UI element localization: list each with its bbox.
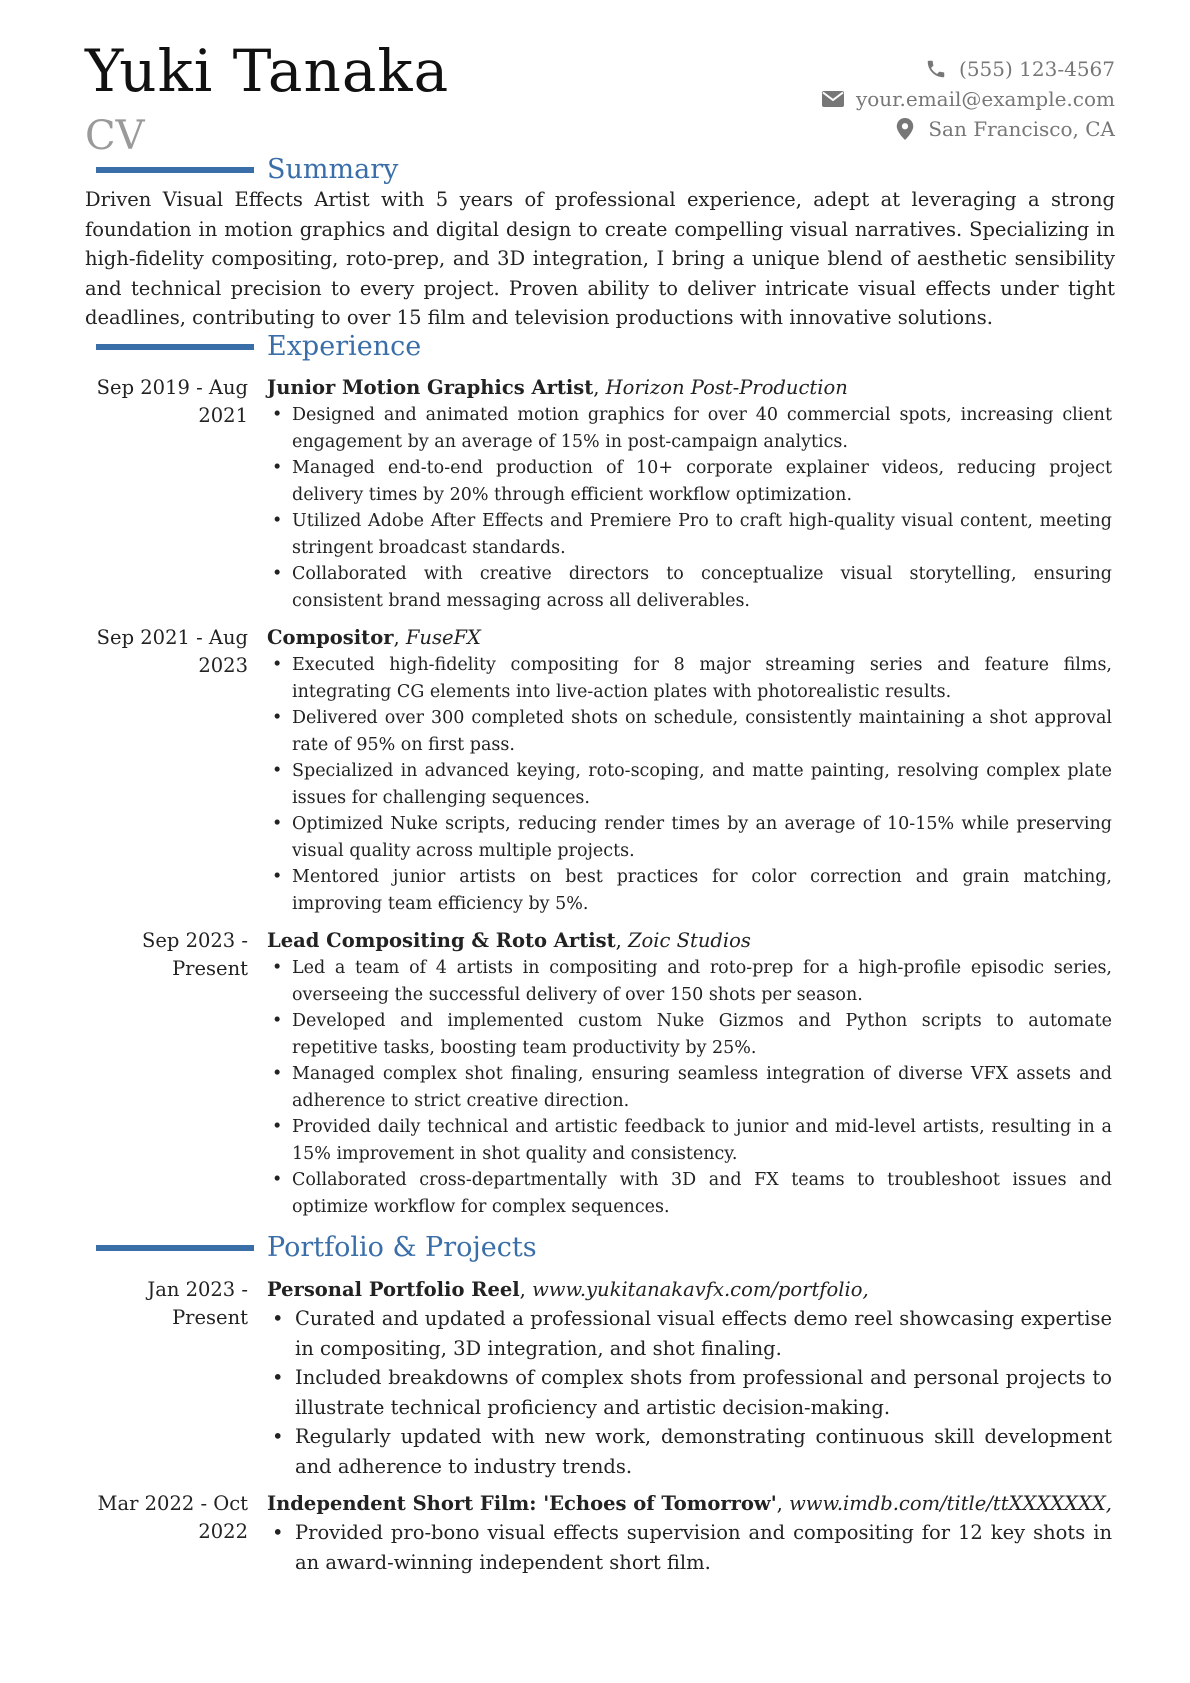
portfolio-link[interactable]: www.yukitanakavfx.com/portfolio, — [532, 1278, 869, 1301]
list-item: • Developed and implemented custom Nuke Gizmos and Python scripts to automate repetitive tasks, boosting team productivity by 25%. — [267, 1008, 1112, 1061]
entry-role: Personal Portfolio Reel — [267, 1278, 520, 1301]
entry-date: Mar 2022 - Oct 2022 — [97, 1492, 248, 1543]
entry-date: Sep 2021 - Aug 2023 — [96, 626, 248, 677]
entry-organization: Horizon Post-Production — [605, 376, 848, 399]
entry-bullets — [267, 1518, 1112, 1577]
entry-bullets — [267, 955, 1112, 1220]
portfolio-link[interactable]: www.imdb.com/title/ttXXXXXXX, — [789, 1492, 1112, 1515]
list-item: • Mentored junior artists on best practices for color correction and grain matching, improving team efficiency by 5%. — [267, 864, 1112, 917]
phone-icon — [923, 58, 949, 80]
experience-section-header — [0, 333, 1190, 367]
list-item: • Led a team of 4 artists in compositing and roto-prep for a high-profile episodic series, overseeing the successful delivery of over 150 shots per season. — [267, 955, 1112, 1008]
entry-heading: Junior Motion Graphics Artist, Horizon Post-Production — [267, 376, 848, 399]
section-rule — [96, 1245, 254, 1251]
entry-date: Jan 2023 - Present — [147, 1278, 248, 1329]
envelope-icon — [820, 88, 846, 110]
entry-role: Independent Short Film: 'Echoes of Tomorrow' — [267, 1492, 777, 1515]
portfolio-section-header — [0, 1234, 1190, 1268]
document-label: CV — [85, 113, 145, 159]
entry-date: Sep 2023 - Present — [142, 929, 248, 980]
contact-email — [820, 84, 1115, 114]
entry-heading: Personal Portfolio Reel, www.yukitanakavfx.com/portfolio, — [267, 1278, 869, 1301]
summary-title: Summary — [267, 154, 399, 185]
list-item: • Utilized Adobe After Effects and Premiere Pro to craft high-quality visual content, meeting stringent broadcast standards. — [267, 508, 1112, 561]
section-rule — [96, 344, 254, 350]
experience-title: Experience — [267, 331, 422, 362]
list-item: • Managed complex shot finaling, ensuring seamless integration of diverse VFX assets and adherence to strict creative direction. — [267, 1061, 1112, 1114]
list-item: • Collaborated with creative directors to conceptualize visual storytelling, ensuring consistent brand messaging across all deliverables. — [267, 561, 1112, 614]
entry-body — [267, 374, 1112, 614]
entry-role: Compositor — [267, 626, 394, 649]
list-item: • Regularly updated with new work, demonstrating continuous skill development and adherence to industry trends. — [267, 1422, 1112, 1481]
entry-heading: Independent Short Film: 'Echoes of Tomorrow', www.imdb.com/title/ttXXXXXXX, — [267, 1492, 1112, 1515]
entry-body — [267, 1276, 1112, 1481]
list-item: • Delivered over 300 completed shots on schedule, consistently maintaining a shot approval rate of 95% on first pass. — [267, 705, 1112, 758]
summary-text: Driven Visual Effects Artist with 5 years of professional experience, adept at leveraging a strong foundation in motion graphics and digital design to create compelling visual narratives. Specializing in high-fidelity compositing, roto-prep, and 3D integration, I bring a unique blend of aesthetic sensibility and technical precision to every project. Proven ability to deliver intricate visual effects under tight deadlines, contributing to over 15 film and television productions with innovative solutions. — [85, 188, 1115, 329]
entry-body — [267, 1490, 1112, 1577]
list-item: • Included breakdowns of complex shots from professional and personal projects to illustrate technical proficiency and artistic decision-making. — [267, 1363, 1112, 1422]
portfolio-title: Portfolio & Projects — [267, 1232, 537, 1263]
list-item: • Provided daily technical and artistic feedback to junior and mid-level artists, resulting in a 15% improvement in shot quality and consistency. — [267, 1114, 1112, 1167]
entry-bullets — [267, 652, 1112, 917]
entry-bullets — [267, 1304, 1112, 1481]
contact-location — [820, 114, 1115, 144]
entry-heading: Lead Compositing & Roto Artist, Zoic Studios — [267, 929, 751, 952]
entry-bullets — [267, 402, 1112, 614]
entry-body — [267, 624, 1112, 917]
contact-phone — [820, 54, 1115, 84]
candidate-name: Yuki Tanaka — [85, 37, 450, 105]
entry-organization: Zoic Studios — [628, 929, 751, 952]
email-address[interactable]: your.email@example.com — [855, 87, 1115, 111]
location-text: San Francisco, CA — [928, 117, 1115, 141]
list-item: • Specialized in advanced keying, roto-scoping, and matte painting, resolving complex plate issues for challenging sequences. — [267, 758, 1112, 811]
entry-role: Lead Compositing & Roto Artist — [267, 929, 616, 952]
list-item: • Designed and animated motion graphics for over 40 commercial spots, increasing client engagement by an average of 15% in post-campaign analytics. — [267, 402, 1112, 455]
list-item: • Curated and updated a professional visual effects demo reel showcasing expertise in compositing, 3D integration, and shot finaling. — [267, 1304, 1112, 1363]
list-item: • Optimized Nuke scripts, reducing render times by an average of 10-15% while preserving visual quality across multiple projects. — [267, 811, 1112, 864]
entry-date: Sep 2019 - Aug 2021 — [96, 376, 248, 427]
entry-organization: FuseFX — [405, 626, 481, 649]
entry-body — [267, 927, 1112, 1220]
list-item: • Managed end-to-end production of 10+ corporate explainer videos, reducing project delivery times by 20% through efficient workflow optimization. — [267, 455, 1112, 508]
entry-role: Junior Motion Graphics Artist — [267, 376, 594, 399]
map-pin-icon — [892, 118, 918, 140]
entry-heading: Compositor, FuseFX — [267, 626, 481, 649]
list-item: • Provided pro-bono visual effects supervision and compositing for 12 key shots in an award-winning independent short film. — [267, 1518, 1112, 1577]
section-rule — [96, 167, 254, 173]
phone-number[interactable]: (555) 123-4567 — [959, 57, 1115, 81]
list-item: • Executed high-fidelity compositing for 8 major streaming series and feature films, integrating CG elements into live-action plates with photorealistic results. — [267, 652, 1112, 705]
contact-block — [820, 54, 1115, 144]
list-item: • Collaborated cross-departmentally with 3D and FX teams to troubleshoot issues and optimize workflow for complex sequences. — [267, 1167, 1112, 1220]
